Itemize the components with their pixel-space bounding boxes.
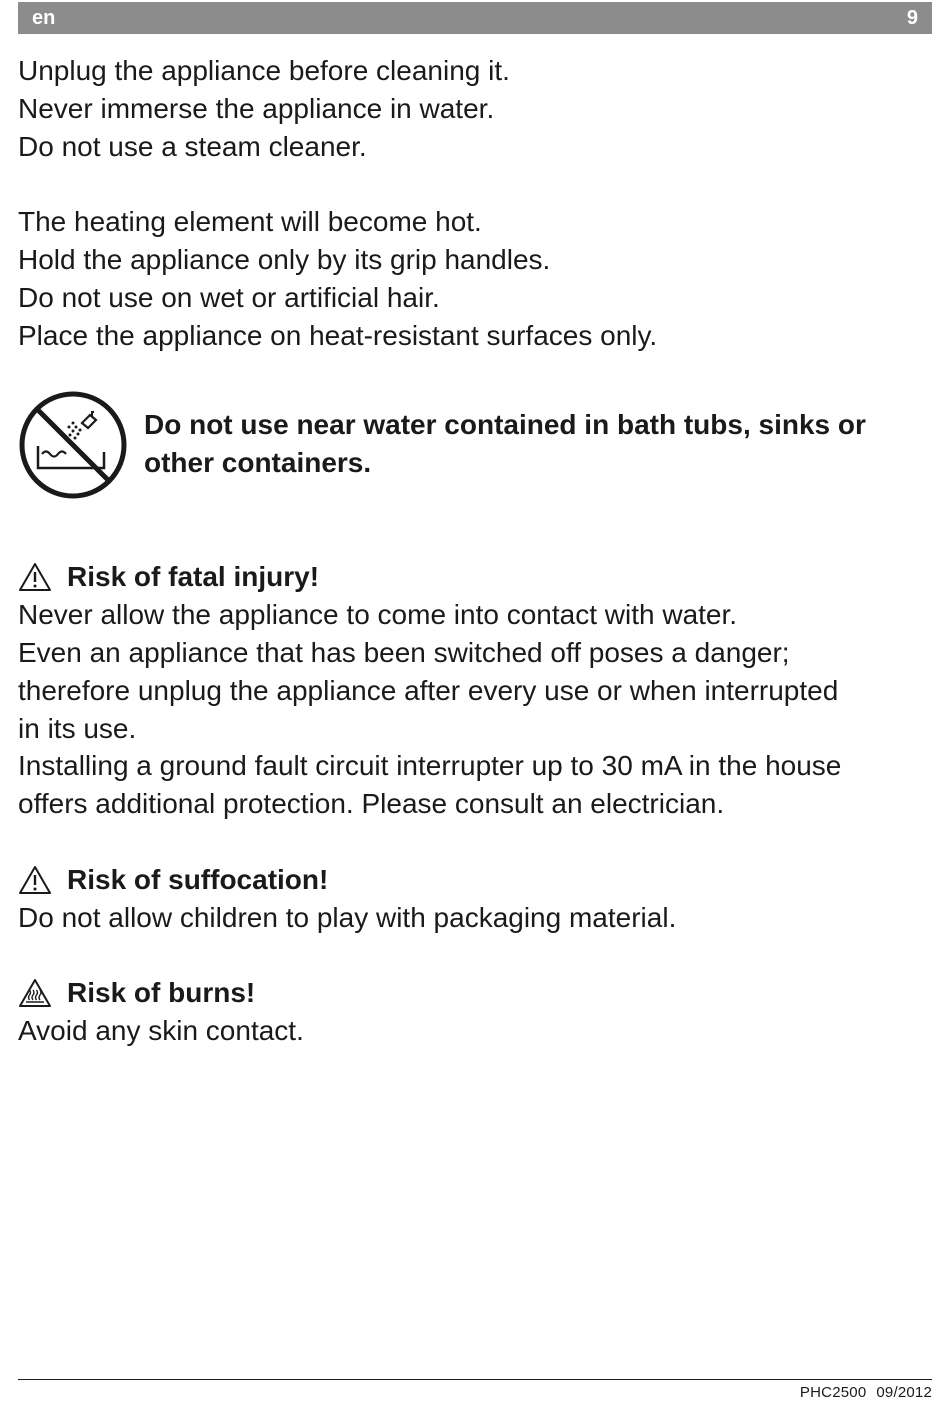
page-footer (800, 1384, 932, 1401)
heat-instructions (18, 203, 932, 354)
no-water-near-bath-icon (18, 390, 128, 500)
suffocation-heading (18, 861, 932, 899)
suffocation-body (18, 899, 932, 937)
warning-line: Do not allow children to play with packaging material. (18, 901, 677, 933)
burns-section (18, 974, 932, 1050)
warning-triangle-icon (18, 562, 52, 592)
language-code: en (32, 6, 56, 29)
warning-line: Never allow the appliance to come into contact with water. (18, 599, 738, 631)
burns-heading (18, 974, 932, 1012)
warning-line: Avoid any skin contact. (18, 1014, 304, 1046)
model-number: PHC2500 (799, 1384, 867, 1401)
page-header (18, 2, 932, 34)
suffocation-section (18, 861, 932, 937)
warning-line: Even an appliance that has been switched off poses a danger; (18, 636, 790, 668)
water-warning-text (144, 406, 934, 482)
warning-line: Installing a ground fault circuit interrupter up to 30 mA in the house (18, 750, 842, 782)
warning-line: therefore unplug the appliance after every use or when interrupted (18, 674, 839, 706)
fatal-injury-body (18, 596, 932, 823)
instruction-line: Place the appliance on heat-resistant surfaces only. (18, 319, 658, 351)
water-warning-notice (18, 390, 932, 502)
water-warning-line: Do not use near water contained in bath tubs, sinks or (144, 409, 866, 441)
instruction-line: Do not use on wet or artificial hair. (18, 281, 440, 313)
warning-line: offers additional protection. Please consult an electrician. (18, 788, 725, 820)
burns-body (18, 1012, 932, 1050)
fatal-injury-heading (18, 558, 932, 596)
instruction-line: Unplug the appliance before cleaning it. (18, 55, 510, 86)
cleaning-instructions (18, 52, 932, 165)
instruction-line: Do not use a steam cleaner. (18, 130, 367, 162)
instruction-line: Never immerse the appliance in water. (18, 92, 495, 124)
instruction-line: The heating element will become hot. (18, 206, 482, 238)
water-warning-line: other containers. (144, 447, 372, 479)
suffocation-title: Risk of suffocation! (67, 863, 329, 895)
instruction-line: Hold the appliance only by its grip handles. (18, 243, 551, 275)
fatal-injury-title: Risk of fatal injury! (67, 561, 320, 593)
warning-triangle-icon (18, 865, 52, 895)
edition-date: 09/2012 (876, 1384, 932, 1401)
fatal-injury-section (18, 558, 932, 823)
burns-title: Risk of burns! (67, 977, 256, 1009)
hot-surface-warning-icon (18, 978, 52, 1008)
page-content (18, 52, 932, 1050)
footer-divider (18, 1379, 932, 1380)
page-number: 9 (906, 6, 918, 29)
warning-line: in its use. (18, 712, 137, 744)
